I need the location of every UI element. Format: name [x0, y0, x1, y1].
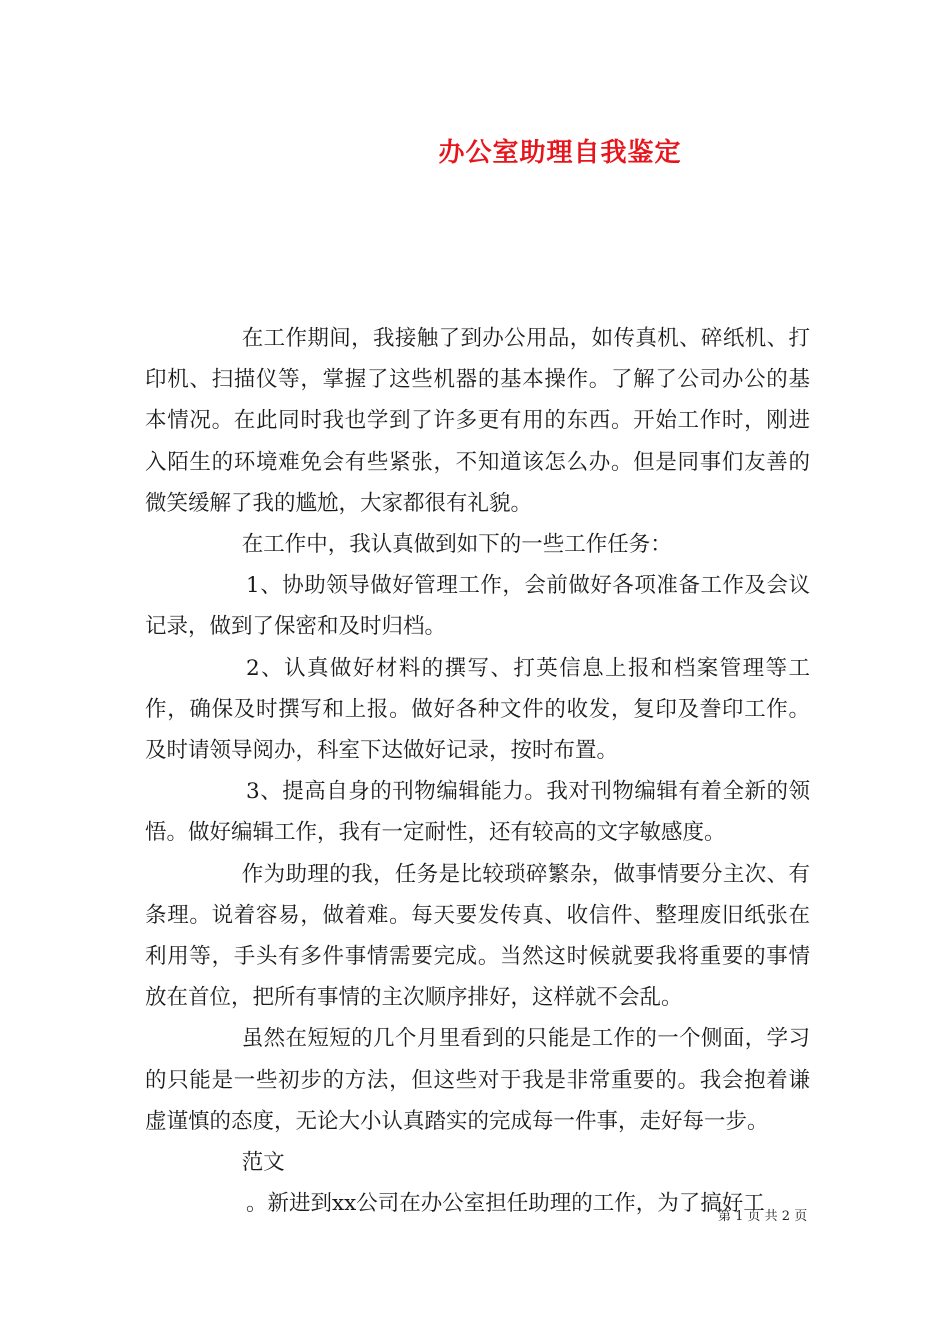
paragraph-task-3: 3、提高自身的刊物编辑能力。我对刊物编辑有着全新的领悟。做好编辑工作，我有一定耐性，还有较高的文字敏感度。	[145, 779, 810, 846]
paragraph-sample-label: 范文	[241, 1150, 285, 1176]
paragraph-intro: 在工作期间，我接触了到办公用品，如传真机、碎纸机、打印机、扫描仪等，掌握了这些机器的基本操作。了解了公司办公的基本情况。在此同时我也学到了许多更有用的东西。开始工作时，刚进入陌生的环境难免会有些紧张，不知道该怎么办。但是同事们友善的微笑缓解了我的尴尬，大家都很有礼貌。	[145, 326, 810, 516]
paragraph-tasks-heading: 在工作中，我认真做到如下的一些工作任务：	[241, 532, 672, 558]
document-title: 办公室助理自我鉴定	[438, 138, 682, 168]
paragraph-task-2: 2、认真做好材料的撰写、打英信息上报和档案管理等工作，确保及时撰写和上报。做好各种文件的收发，复印及誊印工作。及时请领导阅办，科室下达做好记录，按时布置。	[145, 655, 810, 764]
paragraph-assistant-role: 作为助理的我，任务是比较琐碎繁杂，做事情要分主次、有条理。说着容易，做着难。每天要发传真、收信件、整理废旧纸张在利用等，手头有多件事情需要完成。当然这时候就要我将重要的事情放在首位，把所有事情的主次顺序排好，这样就不会乱。	[145, 861, 810, 1011]
page-number-footer: 第 1 页 共 2 页	[718, 1209, 808, 1224]
paragraph-task-1: 1、协助领导做好管理工作，会前做好各项准备工作及会议记录，做到了保密和及时归档。	[145, 573, 810, 640]
paragraph-sample-start: 。新进到xx公司在办公室担任助理的工作，为了搞好工	[246, 1191, 765, 1217]
paragraph-conclusion: 虽然在短短的几个月里看到的只能是工作的一个侧面，学习的只能是一些初步的方法，但这些对于我是非常重要的。我会抱着谦虚谨慎的态度，无论大小认真踏实的完成每一件事，走好每一步。	[145, 1026, 810, 1134]
document-body	[145, 318, 810, 1224]
